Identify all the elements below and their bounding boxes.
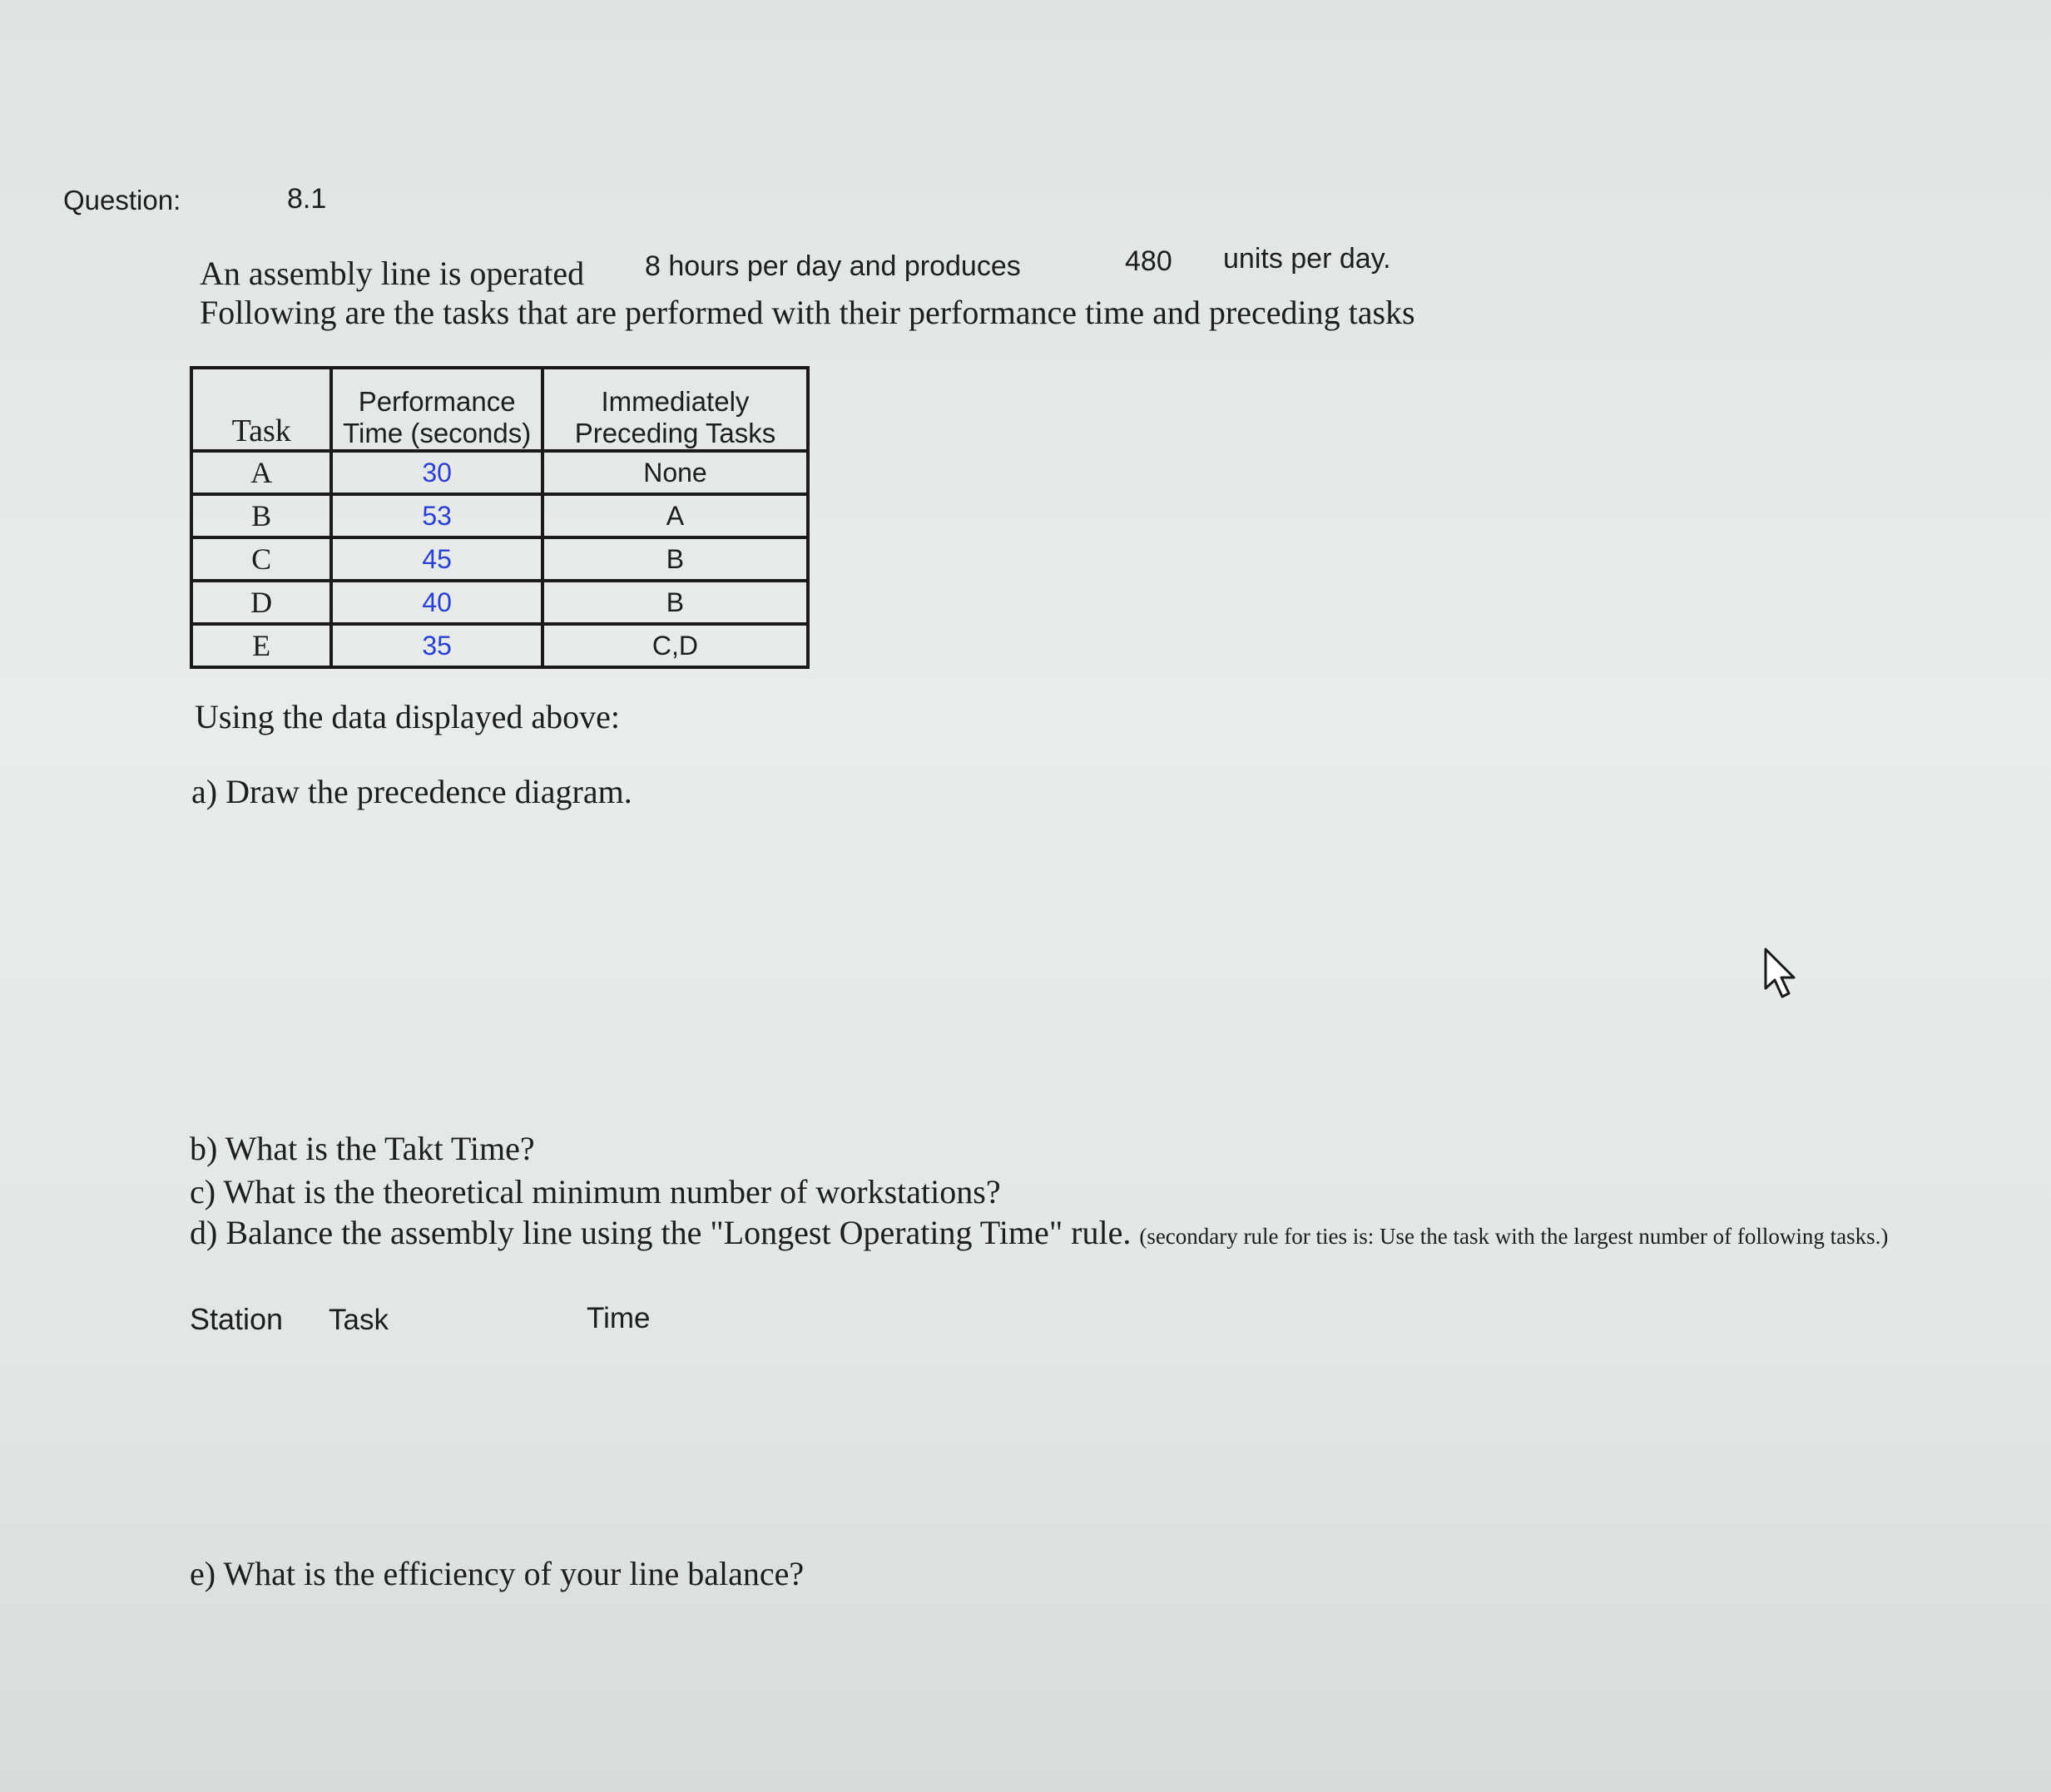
task-cell: B (191, 494, 331, 537)
intro-text-part2: 8 hours per day and produces (645, 250, 1021, 282)
question-b: b) What is the Takt Time? (190, 1130, 535, 1167)
time-cell: 40 (331, 581, 542, 624)
header-performance-time (331, 368, 542, 451)
preceding-cell: C,D (542, 624, 808, 667)
task-cell: E (191, 624, 331, 667)
question-d-note: (secondary rule for ties is: Use the task with the largest number of following tasks.) (1139, 1224, 1889, 1249)
task-cell: C (191, 537, 331, 581)
units-per-day-value: 480 (1125, 245, 1172, 277)
header-preceding-tasks (542, 368, 808, 451)
preceding-cell: B (542, 537, 808, 581)
table-row (191, 494, 808, 537)
mouse-pointer-icon (1762, 947, 1804, 1000)
question-label: Question: (63, 185, 181, 215)
time-column-label: Time (587, 1302, 651, 1334)
task-cell: D (191, 581, 331, 624)
preceding-cell: None (542, 451, 808, 494)
intro-text-part1: An assembly line is operated (200, 255, 585, 292)
question-number: 8.1 (287, 183, 327, 215)
header-task: Task (191, 368, 331, 451)
preceding-cell: B (542, 581, 808, 624)
task-cell: A (191, 451, 331, 494)
table-row (191, 537, 808, 581)
using-data-prompt: Using the data displayed above: (195, 698, 620, 735)
task-table (190, 366, 810, 669)
header-preceding-line1: Immediately (601, 386, 750, 417)
question-e: e) What is the efficiency of your line balance? (190, 1555, 805, 1592)
header-preceding-line2: Preceding Tasks (574, 418, 776, 448)
intro-text-line2: Following are the tasks that are performed with their performance time and preceding tasks (200, 294, 1415, 331)
question-d-text: d) Balance the assembly line using the "Longest Operating Time" rule. (190, 1214, 1132, 1251)
station-column-label: Station (190, 1302, 284, 1336)
question-c: c) What is the theoretical minimum number of workstations? (190, 1173, 1001, 1210)
time-cell: 53 (331, 494, 542, 537)
question-a: a) Draw the precedence diagram. (191, 773, 632, 810)
task-table-header-row (191, 368, 808, 451)
time-cell: 45 (331, 537, 542, 581)
task-column-label: Task (329, 1304, 389, 1336)
table-row (191, 624, 808, 667)
table-row (191, 451, 808, 494)
header-performance-line1: Performance (358, 386, 516, 417)
intro-text-part3: units per day. (1223, 243, 1391, 275)
table-row (191, 581, 808, 624)
time-cell: 35 (331, 624, 542, 667)
header-performance-line2: Time (seconds) (343, 418, 532, 448)
question-d (190, 1213, 1888, 1252)
time-cell: 30 (331, 451, 542, 494)
preceding-cell: A (542, 494, 808, 537)
